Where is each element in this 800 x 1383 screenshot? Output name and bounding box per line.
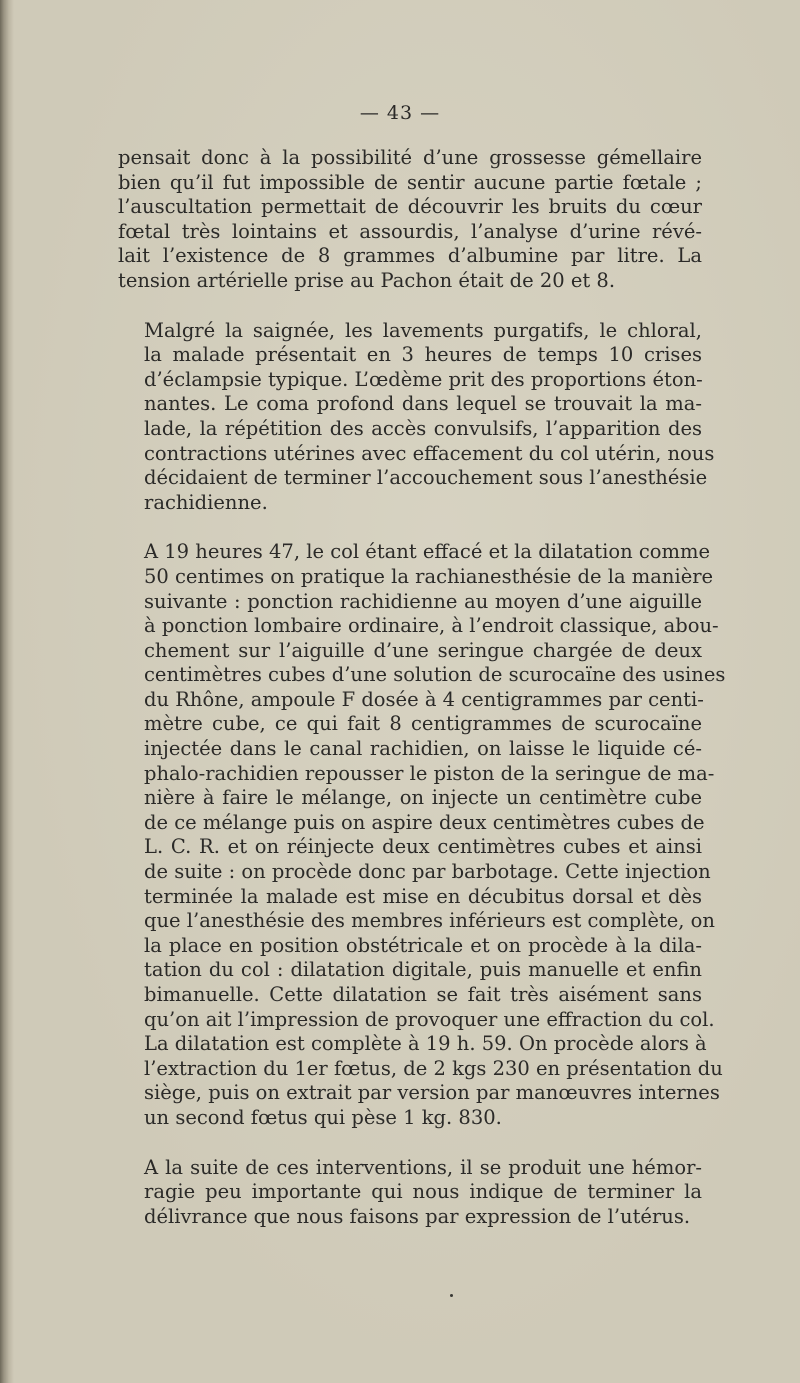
text-line: suivante : ponction rachidienne au moyen d’une aiguille [144, 589, 702, 613]
print-speck [450, 1294, 453, 1297]
text-line: injectée dans le canal rachidien, on laisse le liquide cé- [144, 737, 702, 761]
text-line: la place en position obstétricale et on procède à la dila- [144, 933, 702, 957]
text-line: lade, la répétition des accès convulsifs, l’apparition des [144, 416, 702, 440]
text-line: A 19 heures 47, le col étant effacé et la dilatation comme [144, 540, 711, 564]
paragraph-1 [118, 146, 702, 294]
text-line: terminée la malade est mise en décubitus dorsal et dès [144, 884, 702, 908]
text-line: qu’on ait l’impression de provoquer une effraction du col. [144, 1007, 715, 1031]
text-line: rachidienne. [144, 490, 268, 514]
text-line: pensait donc à la possibilité d’une grossesse gémellaire [118, 146, 702, 169]
book-spine-shadow [0, 0, 14, 1383]
text-line: un second fœtus qui pèse 1 kg. 830. [144, 1105, 502, 1129]
text-line: siège, puis on extrait par version par manœuvres internes [144, 1081, 720, 1105]
text-line: mètre cube, ce qui fait 8 centigrammes de scurocaïne [144, 712, 702, 736]
text-line: centimètres cubes d’une solution de scurocaïne des usines [144, 663, 726, 687]
text-line: contractions utérines avec effacement du col utérin, nous [144, 441, 715, 465]
text-line: nière à faire le mélange, on injecte un centimètre cube [144, 786, 702, 810]
text-line: tation du col : dilatation digitale, puis manuelle et enfin [144, 958, 702, 982]
text-line: que l’anesthésie des membres inférieurs est complète, on [144, 909, 715, 933]
text-line: décidaient de terminer l’accouchement sous l’anesthésie [144, 466, 708, 490]
text-line: de suite : on procède donc par barbotage. Cette injection [144, 860, 711, 884]
text-line: 50 centimes on pratique la rachianesthésie de la manière [144, 564, 714, 588]
text-line: Malgré la saignée, les lavements purgatifs, le chloral, [144, 318, 702, 342]
text-line: L. C. R. et on réinjecte deux centimètres cubes et ainsi [144, 835, 702, 859]
text-line: bimanuelle. Cette dilatation se fait très aisément sans [144, 983, 702, 1006]
text-line: phalo-rachidien repousser le piston de la seringue de ma- [144, 761, 715, 785]
text-line: chement sur l’aiguille d’une seringue chargée de deux [144, 638, 702, 662]
text-line: à ponction lombaire ordinaire, à l’endroit classique, abou- [144, 614, 719, 638]
text-line: A la suite de ces interventions, il se produit une hémor- [144, 1155, 702, 1179]
text-line: d’éclampsie typique. L’œdème prit des proportions éton- [144, 367, 703, 391]
text-line: bien qu’il fut impossible de sentir aucune partie fœtale ; [118, 170, 702, 194]
text-line: La dilatation est complète à 19 h. 59. On procède alors à [144, 1032, 707, 1056]
text-line: l’auscultation permettait de découvrir les bruits du cœur [118, 195, 702, 219]
text-line: l’extraction du 1er fœtus, de 2 kgs 230 en présentation du [144, 1056, 723, 1080]
text-line: nantes. Le coma profond dans lequel se trouvait la ma- [144, 392, 702, 416]
text-line: de ce mélange puis on aspire deux centimètres cubes de [144, 810, 705, 834]
text-line: lait l’existence de 8 grammes d’albumine par litre. La [118, 244, 702, 268]
paragraph-2 [118, 318, 715, 516]
paragraph-3 [118, 540, 726, 1130]
text-line: la malade présentait en 3 heures de temps 10 crises [144, 343, 702, 367]
text-line: ragie peu importante qui nous indique de terminer la [144, 1180, 702, 1204]
text-line: fœtal très lointains et assourdis, l’analyse d’urine révé- [118, 219, 702, 243]
page-number: — 43 — [359, 102, 441, 124]
body-text [118, 146, 726, 1229]
paragraph-4 [118, 1156, 702, 1230]
text-line: délivrance que nous faisons par expression de l’utérus. [144, 1204, 691, 1228]
text-line: tension artérielle prise au Pachon était de 20 et 8. [118, 268, 616, 292]
text-line: du Rhône, ampoule F dosée à 4 centigrammes par centi- [144, 687, 704, 711]
